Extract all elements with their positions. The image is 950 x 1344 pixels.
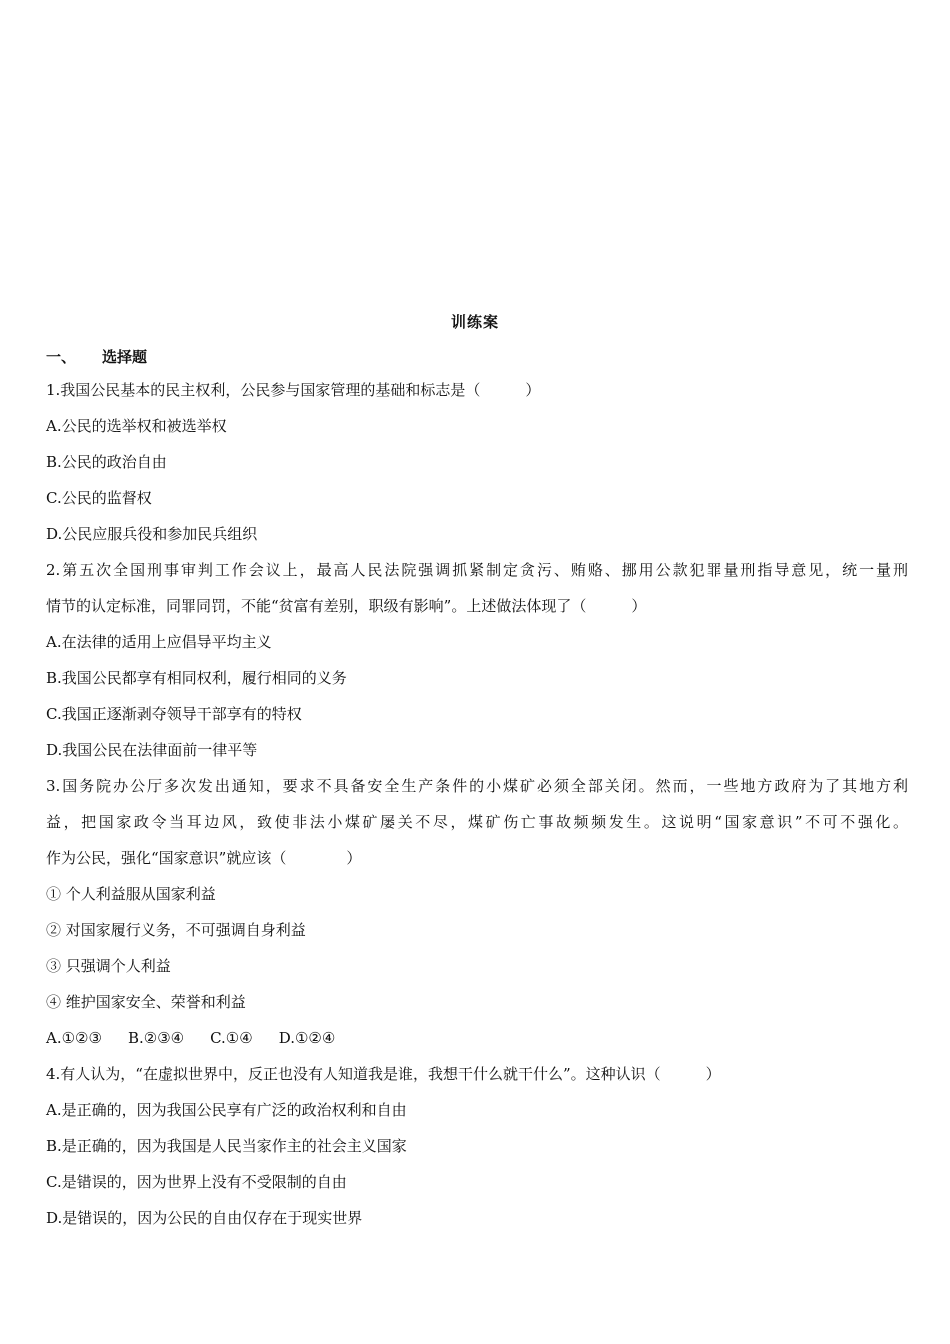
q3-statement-2: ② 对国家履行义务，不可强调自身利益 — [46, 921, 306, 939]
q1-option-b: B.公民的政治自由 — [46, 453, 167, 471]
question-2-line-1: 2.第五次全国刑事审判工作会议上，最高人民法院强调抓紧制定贪污、贿赂、挪用公款犯罪量刑指导意见，统一量刑 — [46, 561, 908, 579]
q1-option-c: C.公民的监督权 — [46, 489, 152, 507]
q3-statement-1: ① 个人利益服从国家利益 — [46, 885, 216, 903]
q3-option-c: C.①④ — [210, 1029, 253, 1047]
page-title: 训练案 — [450, 313, 499, 331]
q1-option-d: D.公民应服兵役和参加民兵组织 — [46, 525, 258, 543]
question-3-line-3: 作为公民，强化“国家意识”就应该（ ） — [46, 849, 362, 867]
q3-option-b: B.②③④ — [127, 1029, 185, 1047]
q2-option-b: B.我国公民都享有相同权利，履行相同的义务 — [46, 669, 347, 687]
q2-option-a: A.在法律的适用上应倡导平均主义 — [46, 633, 272, 651]
q1-option-a: A.公民的选举权和被选举权 — [46, 417, 227, 435]
q3-option-a: A.①②③ — [46, 1029, 102, 1047]
q3-option-d: D.①②④ — [278, 1029, 336, 1047]
section-heading — [46, 346, 147, 367]
question-content — [46, 372, 908, 1236]
section-number: 一、 — [46, 348, 77, 366]
q4-option-d: D.是错误的，因为公民的自由仅存在于现实世界 — [46, 1209, 363, 1227]
q3-options — [46, 1020, 908, 1056]
q4-option-b: B.是正确的，因为我国是人民当家作主的社会主义国家 — [46, 1137, 407, 1155]
question-2-line-2: 情节的认定标准，同罪同罚，不能“贫富有差别，职级有影响”。上述做法体现了（ ） — [46, 597, 647, 615]
section-label: 选择题 — [102, 348, 148, 366]
q2-option-c: C.我国正逐渐剥夺领导干部享有的特权 — [46, 705, 302, 723]
question-4: 4.有人认为，“在虚拟世界中，反正也没有人知道我是谁，我想干什么就干什么”。这种认识（ ） — [46, 1065, 721, 1083]
q2-option-d: D.我国公民在法律面前一律平等 — [46, 741, 258, 759]
q4-option-c: C.是错误的，因为世界上没有不受限制的自由 — [46, 1173, 347, 1191]
question-3-line-2: 益，把国家政令当耳边风，致使非法小煤矿屡关不尽，煤矿伤亡事故频频发生。这说明“国家意识”不可不强化。 — [46, 813, 908, 831]
q4-option-a: A.是正确的，因为我国公民享有广泛的政治权利和自由 — [46, 1101, 407, 1119]
question-1: 1.我国公民基本的民主权利，公民参与国家管理的基础和标志是（ ） — [46, 381, 541, 399]
question-3-line-1: 3.国务院办公厅多次发出通知，要求不具备安全生产条件的小煤矿必须全部关闭。然而，一些地方政府为了其地方利 — [46, 777, 908, 795]
q3-statement-3: ③ 只强调个人利益 — [46, 957, 171, 975]
q3-statement-4: ④ 维护国家安全、荣誉和利益 — [46, 993, 246, 1011]
